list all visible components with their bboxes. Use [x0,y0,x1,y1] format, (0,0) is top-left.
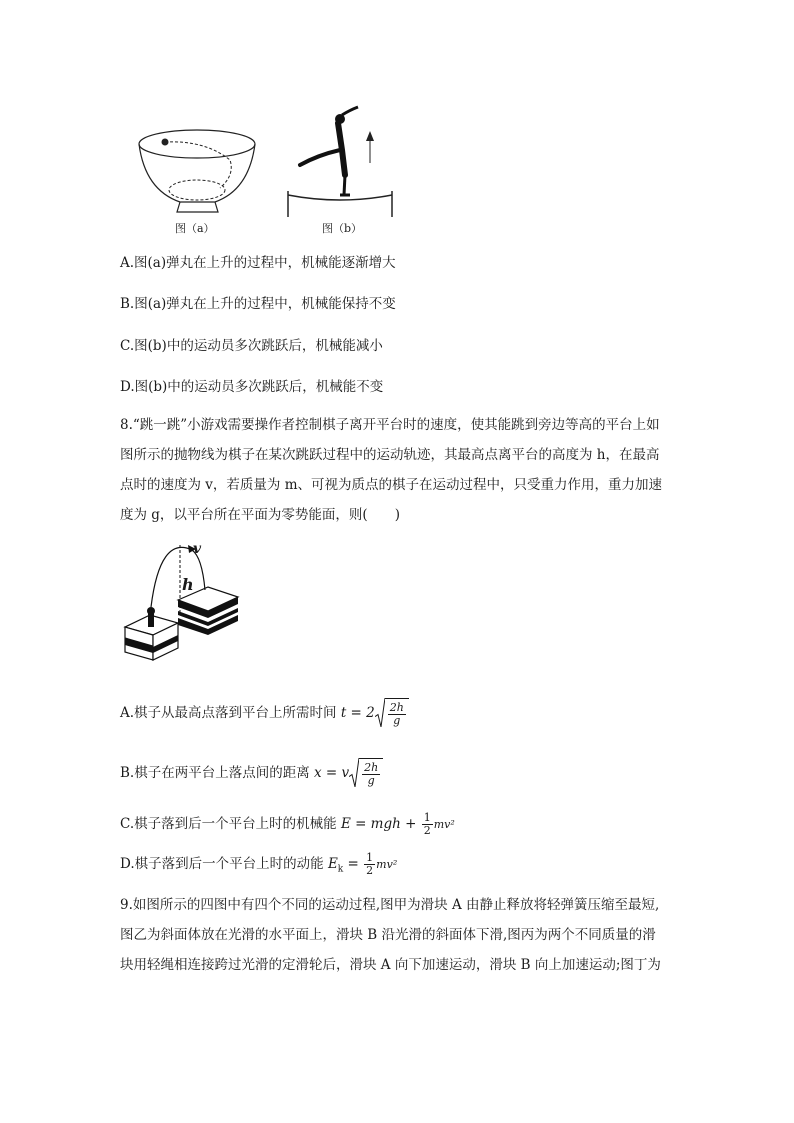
caption-b: 图（b） [322,222,363,235]
q7-option-c: C.图(b)中的运动员多次跳跃后，机械能减小 [120,338,383,354]
q7-option-b: B.图(a)弹丸在上升的过程中，机械能保持不变 [120,296,396,312]
fraction-one-half-d: $\frac{1}{2}$ [366,851,374,877]
q8-line-4: 度为 g，以平台所在平面为零势能面，则( ) [120,507,400,523]
q9-line-3: 块用轻绳相连接跨过光滑的定滑轮后，滑块 A 向下加速运动，滑块 B 向上加速运动;图丁为 [120,957,661,973]
fraction-one-half-c: $\frac{1}{2}$ [423,811,431,837]
jump-diagram [120,535,245,670]
q9-line-1: 9.如图所示的四图中有四个不同的运动过程,图甲为滑块 A 由静止释放将轻弹簧压缩至最短, [120,897,660,913]
q8-option-a-lhs: t = 2 [340,705,375,721]
q8-line-3: 点时的速度为 v，若质量为 m、可视为质点的棋子在运动过程中，只受重力作用，重力加速 [120,477,663,493]
q8-option-c-rhs: mv² [433,818,455,831]
q8-option-b-den: g [367,774,375,787]
q8-option-b [120,758,383,789]
q8-line-2: 图所示的抛物线为棋子在某次跳跃过程中的运动轨迹，其最高点离平台的高度为 h，在最高 [120,447,660,463]
q8-stem [120,410,680,530]
q8-option-d-eq: = [343,856,359,872]
pellet [162,139,169,146]
velocity-label: v [193,541,202,557]
height-label: h [182,575,194,594]
q8-option-a [120,698,409,729]
q8-option-a-num: 2h [389,701,404,714]
q9-line-2: 图乙为斜面体放在光滑的水平面上，滑块 B 沿光滑的斜面体下滑,图丙为两个不同质量的滑 [120,927,656,943]
bowl-diagram [135,120,260,220]
q8-option-a-den: g [393,714,401,727]
figure-b [280,105,400,235]
q7-option-a: A.图(a)弹丸在上升的过程中，机械能逐渐增大 [120,255,396,271]
q8-option-d [120,850,397,884]
sqrt-2h-g-a [375,698,409,729]
q8-option-d-rhs: mv² [376,858,398,871]
q8-option-a-text: A.棋子从最高点落到平台上所需时间 [120,705,337,721]
q8-option-d-text: D.棋子落到后一个平台上时的动能 [120,856,324,872]
q8-option-c [120,810,455,839]
figure-a [135,120,260,235]
sqrt-2h-g-b [349,758,383,789]
q8-option-d-sub: k [337,864,344,875]
q8-option-c-text: C.棋子落到后一个平台上时的机械能 [120,816,337,832]
q8-option-b-text: B.棋子在两平台上落点间的距离 [120,765,310,781]
q8-option-b-num: 2h [364,761,379,774]
jump-game-figure [120,535,245,670]
q9-stem [120,890,680,980]
caption-a: 图（a） [175,222,215,235]
q8-option-c-lhs: E = mgh + [340,816,417,832]
q8-line-1: 8.“跳一跳”小游戏需要操作者控制棋子离开平台时的速度，使其能跳到旁边等高的平台上如 [120,417,660,433]
q7-option-d: D.图(b)中的运动员多次跳跃后，机械能不变 [120,379,384,395]
q8-option-b-lhs: x = v [314,765,350,781]
q8-option-d-lhs: E [327,856,338,872]
athlete-diagram [280,105,400,220]
